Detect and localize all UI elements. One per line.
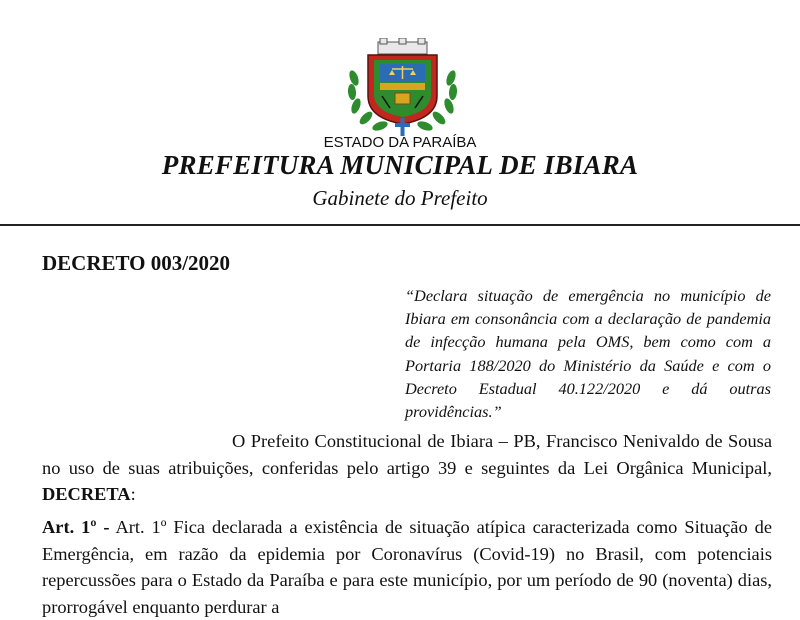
state-name: ESTADO DA PARAÍBA: [323, 134, 477, 151]
preamble-paragraph: [42, 428, 772, 508]
header-divider: [0, 224, 800, 226]
preamble-decreta: DECRETA: [42, 484, 131, 504]
article-label: Art. 1º -: [42, 517, 110, 537]
article-1-paragraph: [42, 514, 772, 620]
municipal-crest-icon: [340, 38, 465, 138]
preamble-colon: :: [130, 484, 136, 504]
article-text: Art. 1º Fica declarada a existência de situação atípica caracterizada como Situação de Emergência, em razão da epidemia por Coronavírus (Covid-19) no Brasil, com potenciais repercussões para o Estado da Paraíba e para este município, por um período de 90 (noventa) dias, prorrogável enquanto perdurar a: [42, 517, 772, 617]
prefeitura-title: PREFEITURA MUNICIPAL DE IBIARA: [161, 150, 639, 180]
decree-ementa: “Declara situação de emergência no município de Ibiara em consonância com a declaração de pandemia de infecção humana pela OMS, bem como com a Portaria 188/2020 do Ministério da Saúde e com o Decreto Estadual 40.122/2020 e dá outras providências.”: [405, 286, 771, 422]
decree-title: DECRETO 003/2020: [42, 251, 231, 275]
gabinete-subtitle: Gabinete do Prefeito: [312, 186, 488, 210]
preamble-text: O Prefeito Constitucional de Ibiara – PB, Francisco Nenivaldo de Sousa no uso de suas atribuições, conferidas pelo artigo 39 e seguintes da Lei Orgânica Municipal,: [42, 431, 772, 478]
document-header: [0, 0, 800, 226]
